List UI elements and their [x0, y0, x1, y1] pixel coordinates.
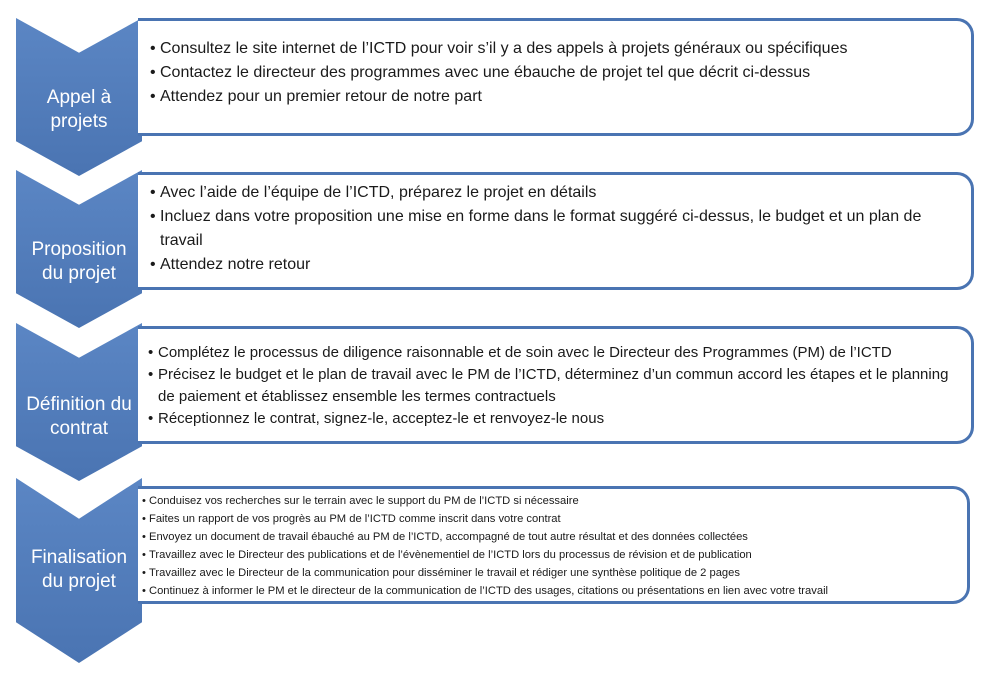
- list-item: • Contactez le directeur des programmes avec une ébauche de projet tel que décrit ci-dessus: [150, 61, 961, 85]
- list-item: • Précisez le budget et le plan de travail avec le PM de l’ICTD, déterminez d’un commun accord les étapes et le planning de paiement et établissez ensemble les termes contractuels: [148, 364, 963, 408]
- stage-4-list: [138, 489, 967, 600]
- stage-3-label: Définition du contrat: [26, 394, 132, 439]
- stage-4-label: Finalisation du projet: [30, 547, 128, 592]
- list-item: • Attendez notre retour: [150, 253, 963, 277]
- list-item: • Consultez le site internet de l’ICTD pour voir s’il y a des appels à projets généraux ou spécifiques: [150, 37, 961, 61]
- stage-1-box: [138, 18, 974, 136]
- list-item: • Envoyez un document de travail ébauché au PM de l’ICTD, accompagné de tout autre résultat et des données collectées: [142, 528, 961, 546]
- list-item: • Avec l’aide de l’équipe de l’ICTD, préparez le projet en détails: [150, 181, 963, 205]
- list-item: • Faites un rapport de vos progrès au PM de l’ICTD comme inscrit dans votre contrat: [142, 510, 961, 528]
- stage-3-box: [138, 326, 974, 444]
- list-item: • Continuez à informer le PM et le directeur de la communication de l’ICTD des usages, citations ou présentations en lien avec votre travail: [142, 582, 961, 600]
- stage-2-list: [138, 175, 971, 277]
- stage-4-box: [138, 486, 970, 604]
- stage-2-label: Proposition du projet: [31, 239, 127, 284]
- list-item: • Réceptionnez le contrat, signez-le, acceptez-le et renvoyez-le nous: [148, 408, 963, 430]
- stage-2-box: [138, 172, 974, 290]
- stage-1-label: Appel à projets: [46, 87, 112, 132]
- list-item: • Attendez pour un premier retour de notre part: [150, 85, 961, 109]
- stage-1-list: [138, 21, 971, 109]
- list-item: • Incluez dans votre proposition une mise en forme dans le format suggéré ci-dessus, le budget et un plan de travail: [150, 205, 963, 253]
- stage-3-list: [138, 329, 971, 430]
- list-item: • Travaillez avec le Directeur des publications et de l’évènementiel de l’ICTD lors du processus de révision et de publication: [142, 546, 961, 564]
- list-item: • Travaillez avec le Directeur de la communication pour disséminer le travail et rédiger une synthèse politique de 2 pages: [142, 564, 961, 582]
- list-item: • Complétez le processus de diligence raisonnable et de soin avec le Directeur des Programmes (PM) de l’ICTD: [148, 342, 963, 364]
- list-item: • Conduisez vos recherches sur le terrain avec le support du PM de l’ICTD si nécessaire: [142, 492, 961, 510]
